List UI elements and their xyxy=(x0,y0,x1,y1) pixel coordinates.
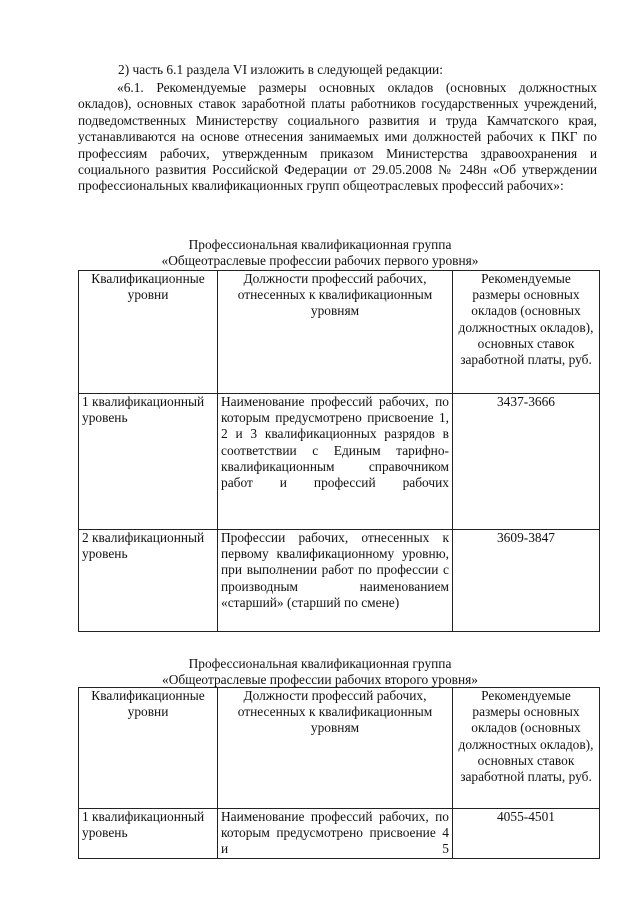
main-paragraph: «6.1. Рекомендуемые размеры основных окладов (основных должностных окладов), основных ставок заработной платы работников государственных учреждений, подведомственных Министерству социального развития и труда Камчатского края, устанавливаются на основе отнесения занимаемых ими должностей рабочих к ПКГ по профессиям рабочих, утвержденным приказом Министерства здравоохранения и социального развития Российской Федерации от 29.05.2008 № 248н «Об утверждении профессиональных квалификационных групп общеотраслевых профессий рабочих»: xyxy=(78,80,597,194)
table2-header-positions: Должности профессий рабочих, отнесенных к квалификационным уровням xyxy=(218,688,453,809)
table2-header-row xyxy=(79,688,600,809)
intro-line: 2) часть 6.1 раздела VI изложить в следующей редакции: xyxy=(118,62,443,77)
table1-row2-rate: 3609-3847 xyxy=(453,530,600,632)
table-row xyxy=(79,530,600,632)
table-row xyxy=(79,809,600,859)
table2-caption-line1: Профессиональная квалификационная группа xyxy=(188,656,452,671)
table2 xyxy=(78,687,600,859)
table1-row1-level: 1 квалификационный уровень xyxy=(79,394,218,530)
table1-header-levels: Квалификационные уровни xyxy=(79,271,218,394)
table2-row1-rate: 4055-4501 xyxy=(453,809,600,859)
table1-caption-line1: Профессиональная квалификационная группа xyxy=(188,237,452,252)
table1-header-row xyxy=(79,271,600,394)
table-row xyxy=(79,394,600,530)
table2-caption-line2: «Общеотраслевые профессии рабочих второго уровня» xyxy=(162,672,478,688)
table1 xyxy=(78,270,600,632)
table2-header-rates: Рекомендуемые размеры основных окладов (основных должностных окладов), основных ставок заработной платы, руб. xyxy=(453,688,600,809)
table1-header-rates: Рекомендуемые размеры основных окладов (основных должностных окладов), основных ставок заработной платы, руб. xyxy=(453,271,600,394)
table1-row2-positions: Профессии рабочих, отнесенных к первому квалификационному уровню, при выполнении работ по профессии с производным наименованием «старший» (старший по смене) xyxy=(218,530,453,632)
table1-caption-line2: «Общеотраслевые профессии рабочих первого уровня» xyxy=(161,253,479,269)
table1-header-positions: Должности профессий рабочих, отнесенных к квалификационным уровням xyxy=(218,271,453,394)
table1-row1-rate: 3437-3666 xyxy=(453,394,600,530)
table1-row2-level: 2 квалификационный уровень xyxy=(79,530,218,632)
table2-caption xyxy=(0,656,640,688)
table2-row1-level: 1 квалификационный уровень xyxy=(79,809,218,859)
table2-row1-positions: Наименование профессий рабочих, по которым предусмотрено присвоение 4 и 5 xyxy=(218,809,453,859)
table2-header-levels: Квалификационные уровни xyxy=(79,688,218,809)
table1-caption xyxy=(0,237,640,269)
table1-row1-positions: Наименование профессий рабочих, по которым предусмотрено присвоение 1, 2 и 3 квалификационных разрядов в соответствии с Единым тарифно-квалификационным справочником работ и профессий рабочих xyxy=(218,394,453,530)
